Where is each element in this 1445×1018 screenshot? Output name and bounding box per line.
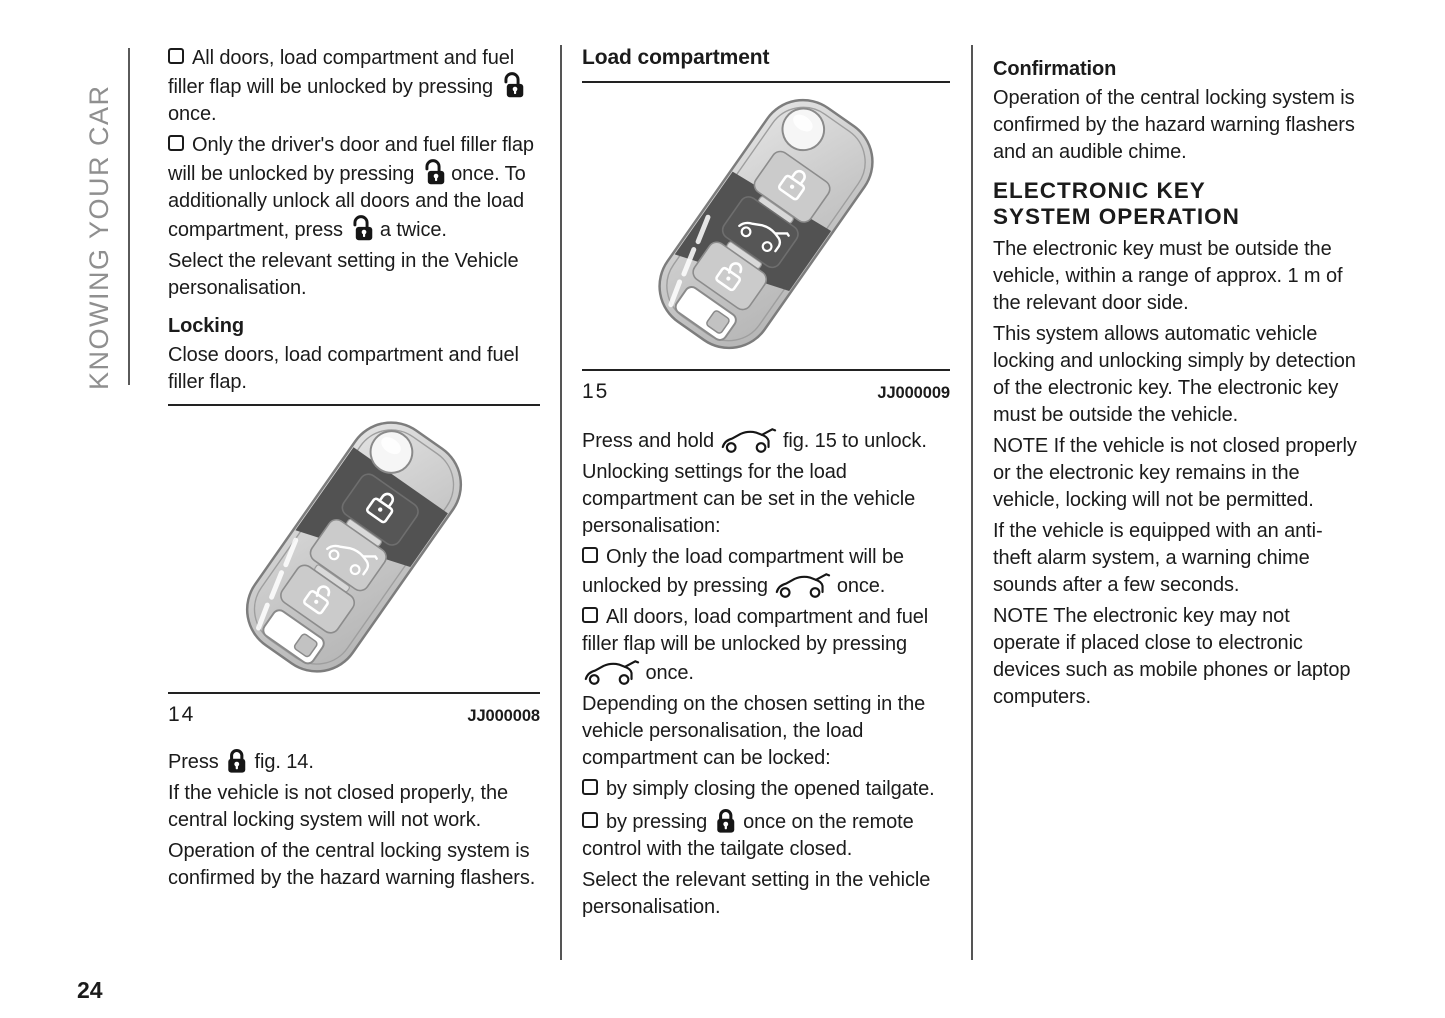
bullet-item: by pressing once on the remote control with the tailgate closed. [582, 807, 950, 863]
section-heading: Locking [168, 315, 244, 337]
sidebar-divider [128, 48, 130, 385]
section-heading-load-compartment: Load compartment [582, 46, 770, 69]
paragraph: Select the relevant setting in the Vehicle personalisation. [168, 250, 519, 299]
bullet-item: Only the driver's door and fuel filler flap will be unlocked by pressing once. To additionally unlock all doors and the load compartment, press a twice. [168, 134, 534, 241]
figure-15 [582, 81, 950, 404]
bullet-item: All doors, load compartment and fuel filler flap will be unlocked by pressing once. [582, 606, 929, 684]
key-fob-illustration-15 [582, 83, 950, 369]
closed-padlock-icon [713, 807, 738, 835]
car-open-tailgate-icon [773, 571, 831, 599]
paragraph: Select the relevant setting in the vehicle personalisation. [582, 869, 931, 918]
paragraph: This system allows automatic vehicle locking and unlocking simply by detection of the electronic key. The electronic key must be outside the vehicle. [993, 323, 1356, 426]
bullet-square-icon [582, 547, 598, 563]
key-fob-illustration-14 [168, 406, 540, 692]
paragraph: If the vehicle is equipped with an anti-theft alarm system, a warning chime sounds after a few seconds. [993, 520, 1323, 596]
text-block-locking [168, 45, 540, 396]
paragraph: Operation of the central locking system is confirmed by the hazard warning flashers and an audible chime. [993, 87, 1355, 163]
paragraph: NOTE If the vehicle is not closed properly or the electronic key remains in the vehicle, locking will not be permitted. [993, 435, 1357, 511]
figure-number: 14 [168, 703, 196, 726]
bullet-square-icon [168, 135, 184, 151]
text-block-central-locking [168, 747, 540, 892]
text-block-load-compartment [582, 426, 950, 921]
bullet-square-icon [582, 812, 598, 828]
column-middle [582, 44, 950, 925]
paragraph: The electronic key must be outside the vehicle, within a range of approx. 1 m of the relevant door side. [993, 238, 1343, 314]
section-heading: Confirmation [993, 58, 1117, 80]
open-padlock-icon [348, 215, 374, 243]
chapter-heading: ELECTRONIC KEY SYSTEM OPERATION [993, 178, 1240, 229]
paragraph: Press and hold fig. 15 to unlock. [582, 426, 950, 455]
page-number: 24 [77, 977, 103, 1003]
open-padlock-icon [499, 72, 525, 100]
figure-15-caption [582, 371, 950, 404]
text-block-electronic-key [993, 56, 1360, 711]
car-open-tailgate-icon [582, 658, 640, 686]
car-open-tailgate-icon [719, 426, 777, 454]
figure-14 [168, 404, 540, 727]
column-left [168, 45, 540, 896]
paragraph: Close doors, load compartment and fuel filler flap. [168, 344, 519, 393]
column-divider-1 [560, 45, 562, 960]
bullet-item: Only the load compartment will be unlocked by pressing once. [582, 546, 904, 597]
figure-14-caption [168, 694, 540, 727]
section-sidebar-label: KNOWING YOUR CAR [84, 84, 114, 390]
paragraph: If the vehicle is not closed properly, the central locking system will not work. [168, 782, 509, 831]
column-divider-2 [971, 45, 973, 960]
bullet-square-icon [168, 48, 184, 64]
bullet-item: by simply closing the opened tailgate. [582, 776, 950, 803]
paragraph: Press fig. 14. [168, 747, 540, 776]
column-right [993, 45, 1360, 715]
open-padlock-icon [420, 159, 446, 187]
paragraph: NOTE The electronic key may not operate if placed close to electronic devices such as mobile phones or laptop computers. [993, 605, 1351, 708]
figure-code: JJ000008 [467, 707, 540, 725]
paragraph: Operation of the central locking system is confirmed by the hazard warning flashers. [168, 840, 536, 889]
figure-number: 15 [582, 380, 610, 403]
paragraph: Unlocking settings for the load compartment can be set in the vehicle personalisation: [582, 461, 916, 537]
paragraph: Depending on the chosen setting in the vehicle personalisation, the load compartment can be locked: [582, 693, 926, 769]
closed-padlock-icon [224, 747, 249, 775]
bullet-item: All doors, load compartment and fuel filler flap will be unlocked by pressing once. [168, 45, 540, 128]
bullet-square-icon [582, 779, 598, 795]
figure-code: JJ000009 [877, 384, 950, 402]
bullet-square-icon [582, 607, 598, 623]
